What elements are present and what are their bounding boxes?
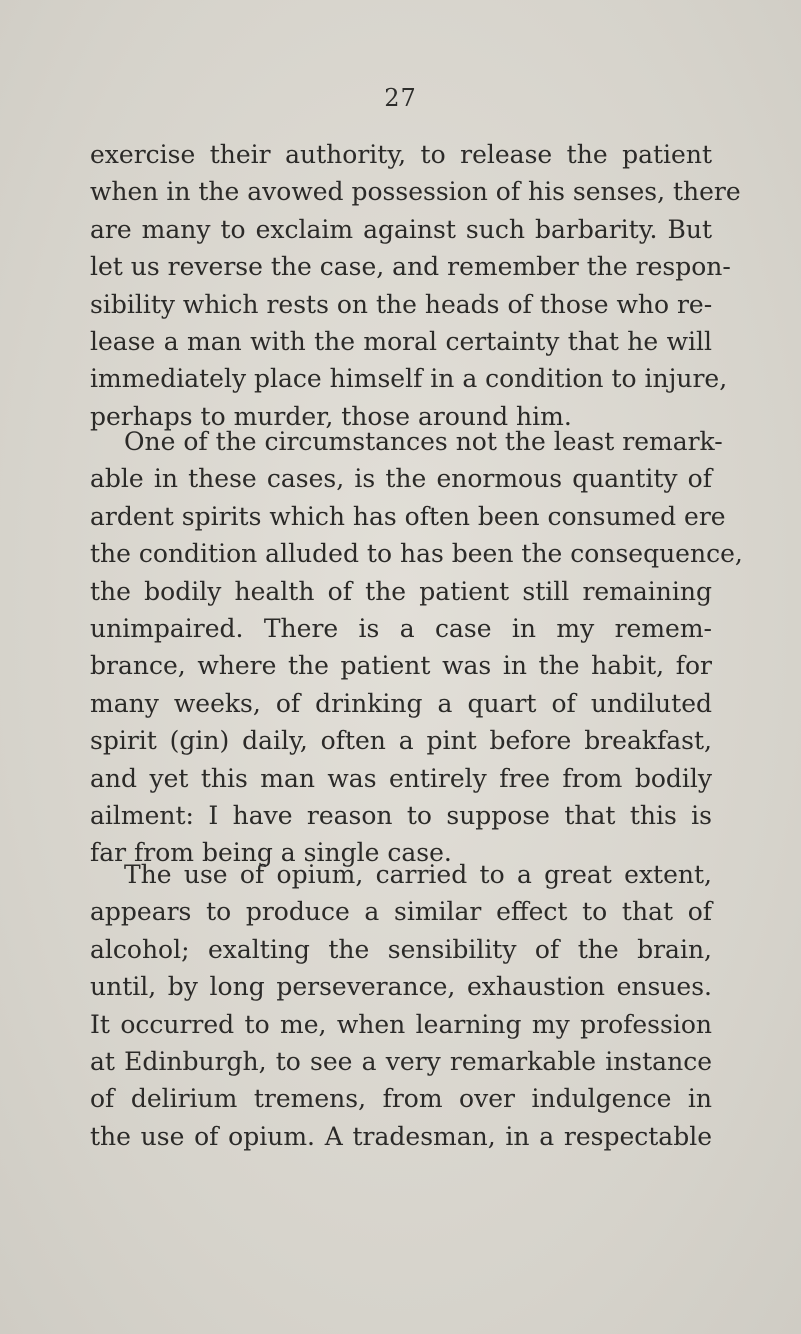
- text-line: One of the circumstances not the least remark-: [124, 427, 723, 456]
- text-line: the condition alluded to has been the consequence,: [90, 539, 743, 569]
- text-line: ardent spirits which has often been consumed ere: [90, 501, 726, 531]
- text-line: sibility which rests on the heads of those who re-: [90, 289, 713, 319]
- page-number: 27: [384, 84, 417, 112]
- text-line: unimpaired. There is a case in my remem-: [90, 613, 712, 643]
- text-line: are many to exclaim against such barbarity. But: [90, 214, 712, 244]
- paragraph-1: [90, 136, 741, 435]
- text-line: exercise their authority, to release the patient: [90, 140, 712, 169]
- text-line: able in these cases, is the enormous quantity of: [90, 464, 712, 494]
- text-line: appears to produce a similar effect to that of: [90, 897, 712, 927]
- text-line: It occurred to me, when learning my profession: [90, 1009, 712, 1039]
- text-line: lease a man with the moral certainty that he will: [90, 326, 712, 356]
- text-line: brance, where the patient was in the habit, for: [90, 651, 712, 681]
- text-line: of delirium tremens, from over indulgence in: [90, 1084, 712, 1114]
- text-line: far from being a single case.: [90, 838, 452, 868]
- text-line: perhaps to murder, those around him.: [90, 401, 572, 431]
- text-line: ailment: I have reason to suppose that this is: [90, 800, 712, 830]
- text-line: alcohol; exalting the sensibility of the brain,: [90, 934, 712, 964]
- paragraph-2: [90, 423, 743, 872]
- text-line: the use of opium. A tradesman, in a respectable: [90, 1121, 712, 1151]
- text-line: the bodily health of the patient still remaining: [90, 576, 712, 606]
- text-line: at Edinburgh, to see a very remarkable instance: [90, 1046, 712, 1076]
- text-line: spirit (gin) daily, often a pint before breakfast,: [90, 726, 712, 756]
- text-line: until, by long perseverance, exhaustion ensues.: [90, 972, 712, 1002]
- text-line: many weeks, of drinking a quart of undiluted: [90, 688, 712, 718]
- text-line: The use of opium, carried to a great extent,: [124, 860, 712, 889]
- text-line: let us reverse the case, and remember the respon-: [90, 252, 731, 282]
- paragraph-3: [90, 856, 712, 1155]
- text-line: when in the avowed possession of his senses, there: [90, 177, 741, 207]
- text-line: immediately place himself in a condition to injure,: [90, 364, 728, 394]
- text-line: and yet this man was entirely free from bodily: [90, 763, 712, 793]
